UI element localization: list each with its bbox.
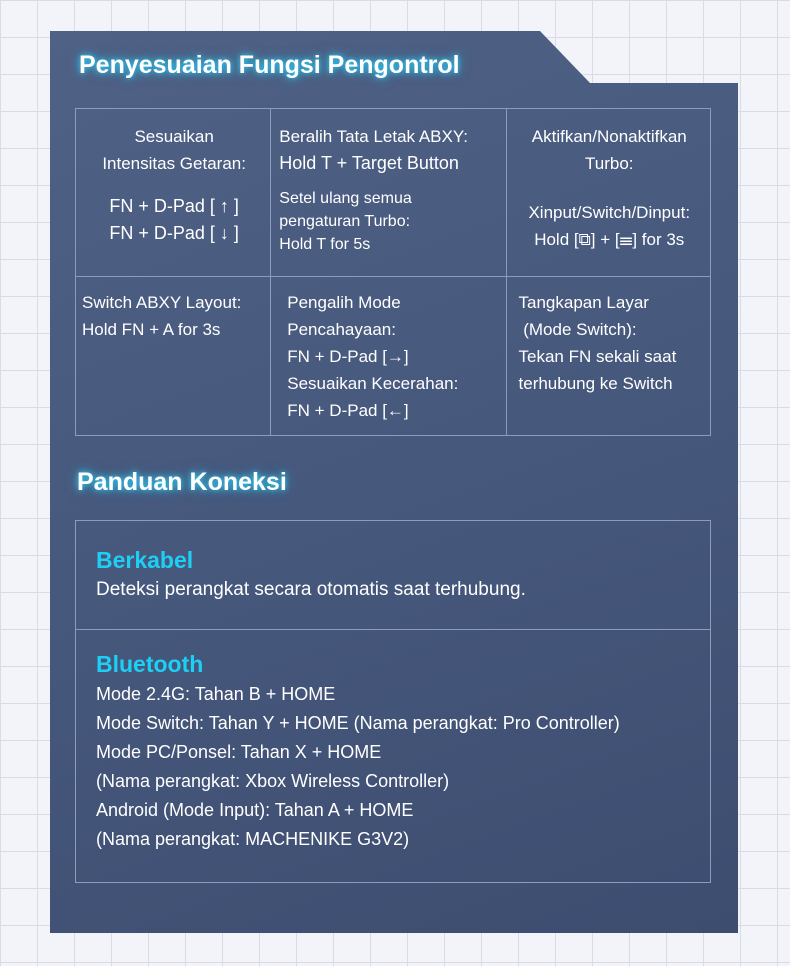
- cell-text: pengaturan Turbo:: [279, 213, 411, 230]
- bluetooth-line: Mode Switch: Tahan Y + HOME (Nama perangkat: Pro Controller): [96, 713, 620, 733]
- section-title-controller-functions: Penyesuaian Fungsi Pengontrol: [79, 51, 460, 79]
- table-row: [76, 109, 711, 277]
- cell-screenshot: [506, 277, 710, 436]
- wired-description: Deteksi perangkat secara otomatis saat terhubung.: [96, 579, 526, 600]
- divider: [76, 629, 710, 630]
- cell-text: Intensitas Getaran:: [102, 154, 246, 173]
- cell-text: (Mode Switch):: [518, 320, 637, 339]
- cell-combo: FN + D-Pad [←]: [287, 401, 409, 420]
- cell-text: Tekan FN sekali saat: [518, 347, 677, 366]
- cell-turbo-toggle: [506, 109, 710, 277]
- cell-text: Aktifkan/Nonaktifkan: [531, 127, 687, 146]
- cell-combo: Hold [⧉] + [☰] for 3s: [534, 230, 685, 249]
- bluetooth-line: (Nama perangkat: Xbox Wireless Controller): [96, 771, 450, 791]
- bluetooth-line: (Nama perangkat: MACHENIKE G3V2): [96, 829, 410, 849]
- cell-switch-abxy-layout: [76, 277, 271, 436]
- cell-text: Beralih Tata Letak ABXY:: [279, 127, 468, 146]
- cell-combo: Hold FN + A for 3s: [82, 320, 221, 339]
- cell-text: Xinput/Switch/Dinput:: [528, 203, 691, 222]
- cell-text: terhubung ke Switch: [518, 374, 673, 393]
- cell-text: Switch ABXY Layout:: [82, 293, 242, 312]
- cell-combo: FN + D-Pad [ ↓ ]: [109, 223, 239, 243]
- cell-combo: FN + D-Pad [ ↑ ]: [109, 196, 239, 216]
- cell-text: Tangkapan Layar: [518, 293, 649, 312]
- bluetooth-title: Bluetooth: [96, 651, 204, 677]
- cell-combo: FN + D-Pad [→]: [287, 347, 409, 366]
- cell-combo: Hold T + Target Button: [279, 153, 459, 173]
- cell-text: Pencahayaan:: [287, 320, 396, 339]
- section-title-connection-guide: Panduan Koneksi: [77, 468, 287, 496]
- cell-text: Sesuaikan: [134, 127, 214, 146]
- connection-guide-box: [75, 520, 711, 883]
- controller-functions-table: [75, 108, 711, 436]
- cell-text: Sesuaikan Kecerahan:: [287, 374, 459, 393]
- cell-text: Setel ulang semua: [279, 190, 412, 207]
- bluetooth-section: [96, 651, 620, 854]
- wired-section: [96, 547, 526, 604]
- cell-vibration-intensity: [76, 109, 271, 277]
- cell-text: Hold T for 5s: [279, 236, 371, 253]
- cell-text: Pengalih Mode: [287, 293, 401, 312]
- cell-abxy-layout-switch: [271, 109, 506, 277]
- bluetooth-line: Mode 2.4G: Tahan B + HOME: [96, 684, 336, 704]
- table-row: [76, 277, 711, 436]
- cell-lighting-mode: [271, 277, 506, 436]
- bluetooth-line: Android (Mode Input): Tahan A + HOME: [96, 800, 414, 820]
- wired-title: Berkabel: [96, 547, 194, 573]
- bluetooth-line: Mode PC/Ponsel: Tahan X + HOME: [96, 742, 382, 762]
- cell-text: Turbo:: [585, 154, 634, 173]
